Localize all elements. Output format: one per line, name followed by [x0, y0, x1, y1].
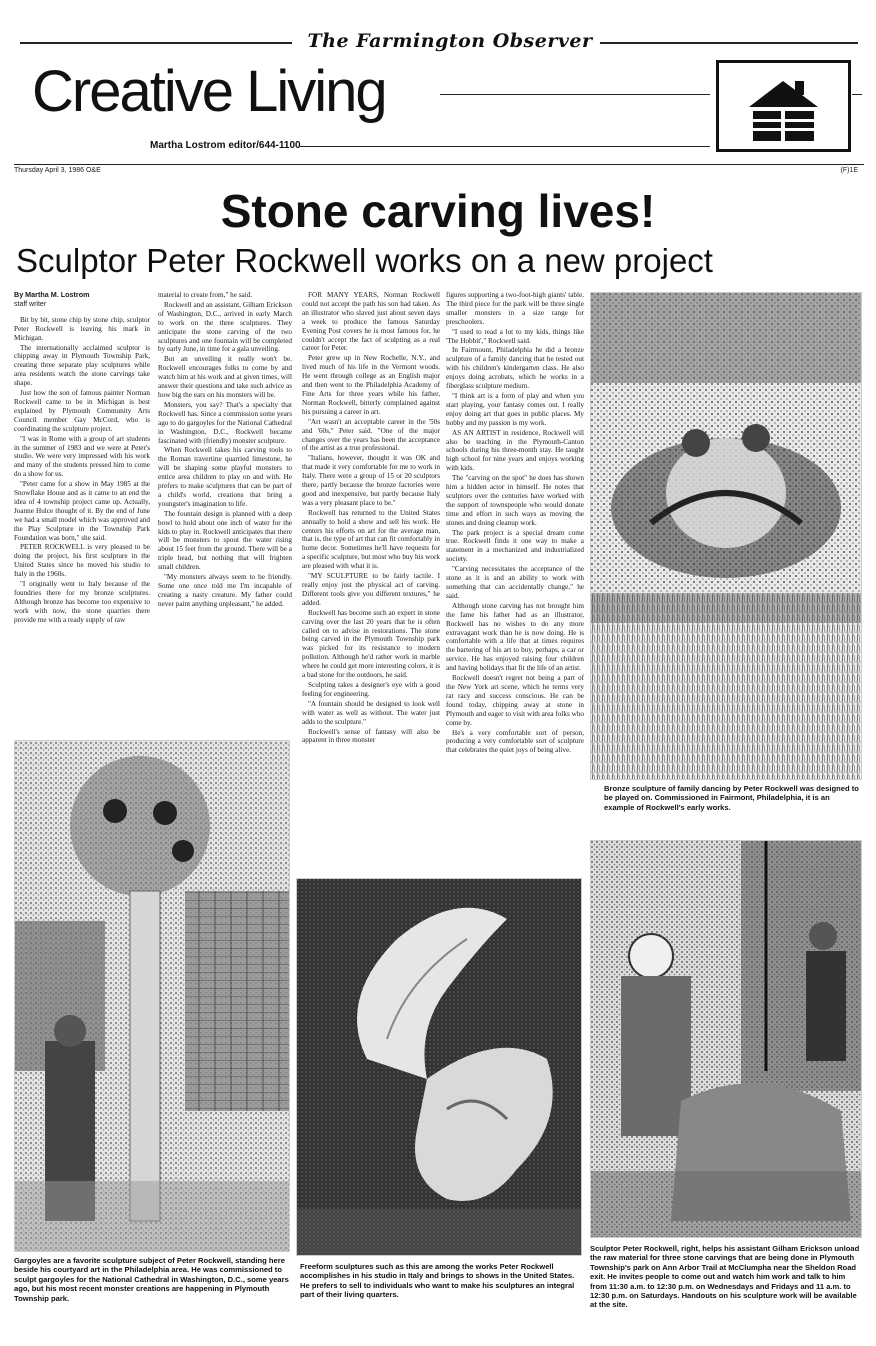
paragraph: "A fountain should be designed to look well with water as well as without. The water just adds to the sculpture."	[302, 699, 440, 726]
subhead: Sculptor Peter Rockwell works on a new project	[16, 242, 713, 279]
paragraph: figures supporting a two-foot-high giants' table. The third piece for the park will be three single smaller monsters in a size range for preschoolers.	[446, 291, 584, 326]
article-column-2	[158, 291, 292, 610]
paragraph: The park project is a special dream come true. Rockwell finds it one way to make a statement in a mechanized and industrialized society.	[446, 528, 584, 564]
paragraph: Rockwell doesn't regret not being a part of the New York art scene, which he terms very rat racy and success conscious. He can be found today, chipping away at stone in Plymouth and eager to visit with area folks who come by.	[446, 674, 584, 727]
paragraph: Rockwell and an assistant, Gilham Erickson of Washington, D.C., arrived in early March to work on the three sculptures. They anticipate the stone carving of the two sculptures and one fountain will be completed by early June, in time for a gala unveiling.	[158, 300, 292, 354]
paper-name: The Farmington Observer	[300, 30, 600, 52]
paragraph: "My monsters always seem to be friendly. Some one once told me I'm incapable of creating a nasty creature. My father could never paint anything unpleasant," he added.	[158, 573, 292, 608]
paragraph: "I think art is a form of play and when you start playing, your fantasy comes out. I really enjoy doing art that goes in public places. My hobby and my passion is my work.	[446, 391, 584, 427]
paragraph: When Rockwell takes his carving tools to the Roman travertine quarried limestone, he will be shaping some playful monsters to entice area children to play on and with. He prefers to make sculptures that can be part of a child's world, creations that bring a youngster's imagination to life.	[158, 446, 292, 508]
paragraph: The fountain design is planned with a deep bowl to hold about one inch of water for the kids to play in. Rockwell anticipates that there will be monsters to spout the water rising about 15 feet from the ground. There will be a triple head, but nothing that will frighten small children.	[158, 509, 292, 572]
paragraph: Just how the son of famous painter Norman Rockwell came to be in Michigan is best explained by Plymouth Community Arts Council member Gay McCord, who is coordinating the sculpture project.	[14, 389, 150, 433]
paragraph: The "carving on the spot" he does has shown him a hidden actor in himself. He notes that sculptors over the centuries have worked with the support of townspeople who would donate time and effort in such ways as moving the stones and doing cleanup work.	[446, 474, 584, 527]
paragraph: Rockwell has returned to the United States annually to hold a show and sell his work. He centers his efforts on art for the average man, that is, the type of art that can fit comfortably in home decor. Sometimes he'll have requests for a specific sculpture, but most who buy his work are pleased with what it is.	[302, 508, 440, 571]
paragraph: "I was in Rome with a group of art students in the summer of 1983 and we were at Peter's studio. We were very impressed with his work and many of the students pressed him to come do a show for us.	[14, 434, 150, 479]
paragraph: "I originally went to Italy because of the foundries there for my bronze sculptures. Although bronze has become too expensive to work with now, the stone quarries there provide me with a ready supply of raw	[14, 580, 150, 624]
photo-freeform-sculpture	[296, 878, 582, 1256]
caption-freeform-sculpture: Freeform sculptures such as this are among the works Peter Rockwell accomplishes in his studio in Italy and brings to shows in the United States. He prefers to sell to individuals who want to make his sculptures an integral part of their living quarters.	[300, 1262, 575, 1300]
paragraph: FOR MANY YEARS, Norman Rockwell could not accept the path his son had taken. As an illustrator who slaved just about seven days a week to produce the famous Saturday Evening Post covers he is most famous for, he couldn't accept the fact of sculpting as a real career for Peter.	[302, 291, 440, 353]
paragraph: Bit by bit, stone chip by stone chip, sculptor Peter Rockwell is leaving his mark in Michigan.	[14, 315, 150, 342]
article-column-1	[14, 291, 150, 626]
paragraph: The internationally acclaimed sculptor is chipping away in Plymouth Township Park, creating three separate play sculptures while area residents watch the stone carvings take shape.	[14, 343, 150, 388]
caption-worksite: Sculptor Peter Rockwell, right, helps his assistant Gilham Erickson unload the raw material for three stone carvings that are being done in Plymouth Township's park on Ann Arbor Trail at McClumpha near the Sheldon Road exit. He invites people to come out and watch him work and talk to him from 11:30 a.m. to 12:30 p.m. on Wednesdays and Fridays and 11 a.m. to 12:30 p.m. on Saturdays. Handouts on his sculpture work will be available at the site.	[590, 1244, 860, 1310]
page-id: (F)1E	[840, 167, 858, 174]
paragraph: "MY SCULPTURE to be fairly tactile. I really enjoy just the physical act of carving. Different tools give you different textures," he added.	[302, 572, 440, 607]
house-logo	[716, 60, 851, 152]
date-line: Thursday April 3, 1986 O&E	[14, 167, 101, 174]
paragraph: Rockwell's sense of fantasy will also be apparent in three monster	[302, 727, 440, 745]
paragraph: "Italians, however, thought it was OK and that made it very comfortable for me to work in Italy. There were a group of 15 or 20 sculptors there, partly because the bronze factories were good and inexpensive, but partly because Italy was a very pleasant place to be."	[302, 454, 440, 507]
section-title: Creative Living	[32, 59, 386, 124]
paragraph: "I used to read a lot to my kids, things like 'The Hobbit'," Rockwell said.	[446, 327, 584, 345]
paragraph: Rockwell has become such an expert in stone carving over the last 20 years that he is often called on to advise in restorations. The stone being carved in the Plymouth Township park was picked for its resistance to modern pollution. Although he'd rather work in marble where he could get more interesting colors, it is a bad stone for the outdoors, he said.	[302, 608, 440, 680]
paragraph: "Art wasn't an acceptable career in the '50s and '60s," Peter said. "One of the major changes over the years has been the acceptance of the artist as a true professional.	[302, 417, 440, 453]
paragraph: But an unveiling it really won't be. Rockwell encourages folks to come by and watch him at his work and at given times, will answer their questions and take such advice as how big the ears on his monsters will be.	[158, 355, 292, 399]
photo-gargoyle	[14, 740, 290, 1252]
caption-gargoyle: Gargoyles are a favorite sculpture subject of Peter Rockwell, standing here beside his courtyard art in the Philadelphia area. He was commissioned to sculpt gargoyles for the National Cathedral in Washington, D.C., some years ago, but his most recent monster creations are happening in Plymouth Township park.	[14, 1256, 289, 1303]
paragraph: "Carving necessitates the acceptance of the stone as it is and an ability to work with something that can accidentally change," he said.	[446, 565, 584, 600]
section-rule	[440, 94, 710, 95]
house-icon	[719, 63, 848, 149]
editor-rule	[300, 146, 710, 147]
editor-line: Martha Lostrom editor/644-1100	[150, 140, 301, 151]
paragraph: Monsters, you say? That's a specialty that Rockwell has. Since a commission some years ago to do gargoyles for the National Cathedral in Washington, D.C., Rockwell became fascinated with (friendly) monster sculpture.	[158, 400, 292, 445]
byline-role: staff writer	[14, 300, 47, 308]
section-rule-right	[852, 94, 862, 95]
article-column-4	[446, 291, 584, 756]
masthead-rule-left	[20, 42, 292, 44]
caption-bronze-sculpture: Bronze sculpture of family dancing by Peter Rockwell was designed to be played on. Commissioned in Fairmont, Philadelphia, it is an example of Rockwell's early works.	[604, 784, 859, 812]
paragraph: Although stone carving has not brought him the fame his father had as an illustrator, Rockwell has no wishes to do any more extravagant work than he is now doing. He is comfortable with a life that at times requires the bartering of his art to buy, perhaps, a car or service. He has enjoyed raising four children and having holidays that fit the life of an artist.	[446, 601, 584, 673]
paragraph: Sculpting takes a designer's eye with a good feeling for engineering.	[302, 680, 440, 698]
paragraph: AS AN ARTIST in residence, Rockwell will also be teaching in the Plymouth-Canton schools during his three-month stay. He taught high school for nine years and enjoys working with kids.	[446, 428, 584, 473]
photo-bronze-sculpture	[590, 292, 862, 780]
paragraph: material to create from," he said.	[158, 291, 253, 299]
date-bar	[14, 164, 864, 174]
photo-worksite	[590, 840, 862, 1238]
masthead-rule-right	[592, 42, 858, 44]
article-column-3	[302, 291, 440, 746]
paragraph: He's a very comfortable sort of person, producing a very comfortable sort of sculpture that celebrates the quiet joys of being alive.	[446, 728, 584, 755]
paragraph: "Peter came for a show in May 1985 at the Snowflake House and as it came to an end the idea of 4 township project came up. Actually, Joanne Hulce thought of it. By the end of June we had a small model which was approved and the Play Sculpture in the Township Park Foundation was born," she said.	[14, 480, 150, 542]
headline: Stone carving lives!	[220, 185, 656, 237]
paragraph: In Fairmount, Philadelphia he did a bronze sculpture of a family dancing that he tested out with his children's kindergarten class. He also enjoys doing acrobats, which he works in a fiberglass sculpture medium.	[446, 346, 584, 391]
paragraph: Peter grew up in New Rochelle, N.Y., and lived much of his life in the Vermont woods. He went through college as an English major and then went to the Philadelphia Academy of Fine Arts for three years while his father, Norman Rockwell, bitterly complained against his pursuing a career in art.	[302, 354, 440, 416]
byline: By Martha M. Lostrom	[14, 290, 90, 299]
paragraph: PETER ROCKWELL is very pleased to be doing the project, his first sculpture in the United States since he moved his studio to Italy in the 1960s.	[14, 543, 150, 579]
